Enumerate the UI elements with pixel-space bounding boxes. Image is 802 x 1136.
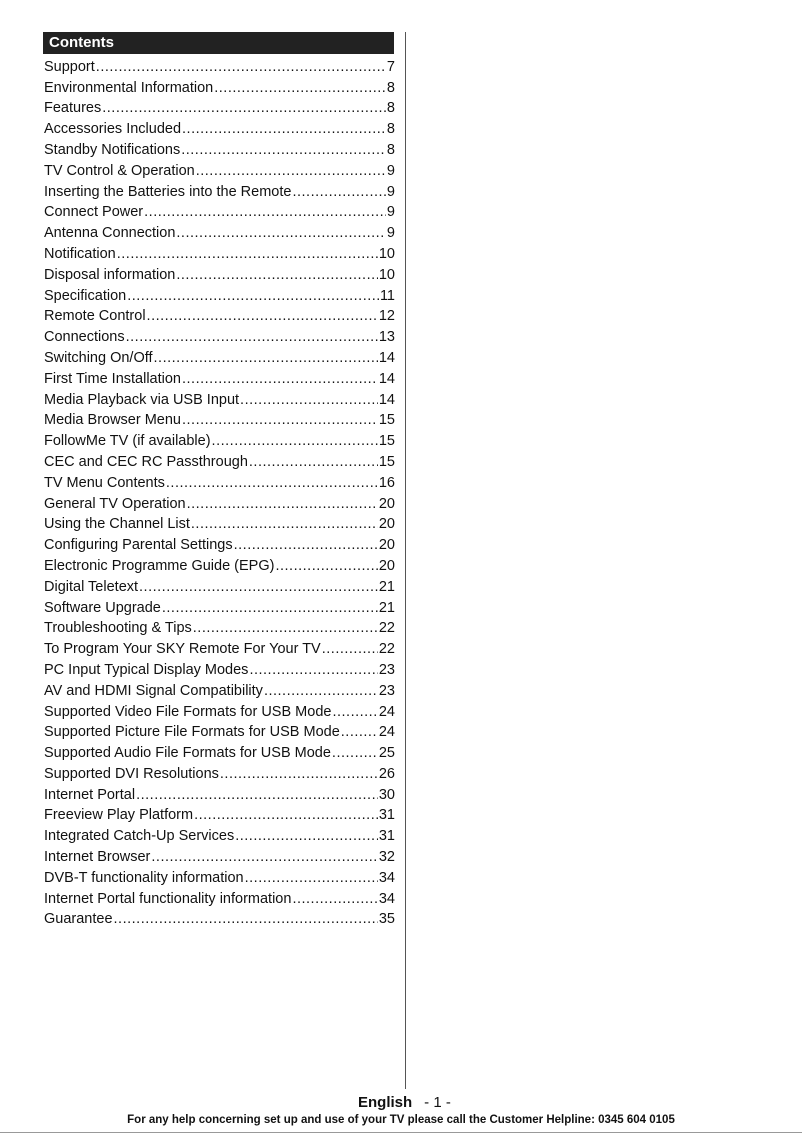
- toc-entry-page: 10: [378, 266, 395, 283]
- toc-entry-title: Standby Notifications: [44, 141, 181, 158]
- toc-leader-dots: [144, 203, 386, 221]
- toc-entry-title: To Program Your SKY Remote For Your TV: [44, 641, 321, 658]
- toc-entry-title: FollowMe TV (if available): [44, 433, 211, 450]
- toc-entry[interactable]: [44, 762, 395, 783]
- toc-leader-dots: [332, 744, 378, 762]
- toc-entry-page: 9: [386, 204, 395, 221]
- toc-leader-dots: [292, 183, 385, 201]
- toc-entry-title: Integrated Catch-Up Services: [44, 828, 235, 845]
- toc-entry[interactable]: [44, 242, 395, 263]
- toc-leader-dots: [234, 536, 378, 554]
- toc-entry-title: Accessories Included: [44, 121, 182, 138]
- toc-leader-dots: [182, 370, 378, 388]
- toc-entry-page: 13: [378, 329, 395, 346]
- toc-leader-dots: [187, 495, 378, 513]
- toc-entry-page: 8: [386, 100, 395, 117]
- toc-entry[interactable]: [44, 866, 395, 887]
- toc-entry-page: 15: [378, 433, 395, 450]
- toc-entry[interactable]: [44, 679, 395, 700]
- toc-leader-dots: [182, 411, 378, 429]
- toc-entry-title: Disposal information: [44, 266, 176, 283]
- toc-leader-dots: [176, 266, 377, 284]
- toc-entry-title: Environmental Information: [44, 79, 214, 96]
- contents-heading: Contents: [43, 32, 394, 54]
- toc-entry-title: Features: [44, 100, 102, 117]
- toc-leader-dots: [136, 786, 378, 804]
- toc-entry[interactable]: [44, 76, 395, 97]
- toc-entry[interactable]: [44, 783, 395, 804]
- toc-entry-page: 25: [378, 745, 395, 762]
- toc-entry-title: Remote Control: [44, 308, 146, 325]
- toc-entry-title: AV and HDMI Signal Compatibility: [44, 682, 263, 699]
- toc-entry-title: Notification: [44, 245, 116, 262]
- toc-entry-page: 22: [378, 620, 395, 637]
- toc-leader-dots: [181, 141, 386, 159]
- toc-entry-title: Electronic Programme Guide (EPG): [44, 557, 275, 574]
- toc-leader-dots: [96, 58, 386, 76]
- toc-leader-dots: [249, 453, 378, 471]
- page-footer: [358, 1094, 451, 1111]
- toc-entry-title: Using the Channel List: [44, 516, 190, 533]
- toc-entry-title: Software Upgrade: [44, 599, 161, 616]
- toc-entry[interactable]: [44, 221, 395, 242]
- toc-leader-dots: [139, 578, 378, 596]
- toc-entry-page: 20: [378, 557, 395, 574]
- toc-leader-dots: [117, 245, 378, 263]
- toc-leader-dots: [212, 432, 378, 450]
- toc-entry-page: 7: [386, 58, 395, 75]
- toc-entry-title: Troubleshooting & Tips: [44, 620, 192, 637]
- toc-entry[interactable]: [44, 367, 395, 388]
- toc-leader-dots: [193, 619, 378, 637]
- toc-leader-dots: [127, 287, 379, 305]
- toc-entry[interactable]: [44, 596, 395, 617]
- toc-entry-page: 11: [379, 287, 395, 304]
- toc-entry[interactable]: [44, 429, 395, 450]
- toc-leader-dots: [176, 224, 386, 242]
- toc-entry-page: 20: [378, 516, 395, 533]
- toc-entry[interactable]: [44, 721, 395, 742]
- toc-entry-page: 20: [378, 537, 395, 554]
- toc-entry-page: 8: [386, 79, 395, 96]
- toc-entry-page: 22: [378, 641, 395, 658]
- toc-entry[interactable]: [44, 55, 395, 76]
- toc-leader-dots: [249, 661, 377, 679]
- toc-entry[interactable]: [44, 305, 395, 326]
- toc-entry-page: 23: [378, 682, 395, 699]
- toc-entry-page: 20: [378, 495, 395, 512]
- toc-leader-dots: [220, 765, 378, 783]
- toc-entry-title: CEC and CEC RC Passthrough: [44, 453, 248, 470]
- toc-entry-title: Supported Video File Formats for USB Mode: [44, 703, 332, 720]
- toc-entry-title: Specification: [44, 287, 127, 304]
- toc-entry-page: 23: [378, 661, 395, 678]
- bottom-rule: [0, 1132, 802, 1133]
- toc-entry-page: 10: [378, 245, 395, 262]
- toc-entry-page: 26: [378, 765, 395, 782]
- toc-entry[interactable]: [44, 471, 395, 492]
- toc-entry-title: Connections: [44, 329, 125, 346]
- toc-leader-dots: [214, 79, 386, 97]
- toc-entry-title: Inserting the Batteries into the Remote: [44, 183, 292, 200]
- toc-leader-dots: [154, 349, 378, 367]
- toc-entry-page: 9: [386, 162, 395, 179]
- toc-leader-dots: [162, 599, 378, 617]
- toc-entry[interactable]: [44, 263, 395, 284]
- toc-entry-page: 31: [378, 807, 395, 824]
- toc-entry[interactable]: [44, 117, 395, 138]
- toc-entry-title: Digital Teletext: [44, 578, 139, 595]
- toc-entry-page: 34: [378, 869, 395, 886]
- table-of-contents: [44, 55, 395, 928]
- toc-leader-dots: [292, 890, 377, 908]
- toc-entry[interactable]: [44, 658, 395, 679]
- toc-entry-title: Supported Audio File Formats for USB Mode: [44, 745, 331, 762]
- toc-entry-page: 35: [378, 911, 395, 928]
- toc-entry[interactable]: [44, 533, 395, 554]
- toc-leader-dots: [126, 328, 378, 346]
- toc-entry-page: 14: [378, 349, 395, 366]
- toc-entry[interactable]: [44, 492, 395, 513]
- toc-entry-title: General TV Operation: [44, 495, 186, 512]
- footer-page-number: - 1 -: [424, 1094, 451, 1111]
- toc-entry[interactable]: [44, 409, 395, 430]
- toc-entry[interactable]: [44, 845, 395, 866]
- toc-entry-title: Media Playback via USB Input: [44, 391, 240, 408]
- toc-entry-title: Connect Power: [44, 204, 144, 221]
- toc-entry[interactable]: [44, 741, 395, 762]
- toc-entry-page: 15: [378, 412, 395, 429]
- toc-entry[interactable]: [44, 575, 395, 596]
- toc-entry-title: PC Input Typical Display Modes: [44, 661, 249, 678]
- toc-entry-page: 24: [378, 724, 395, 741]
- toc-leader-dots: [194, 806, 378, 824]
- toc-leader-dots: [341, 723, 378, 741]
- toc-entry[interactable]: [44, 201, 395, 222]
- toc-entry-page: 9: [386, 183, 395, 200]
- toc-leader-dots: [196, 162, 386, 180]
- toc-entry[interactable]: [44, 617, 395, 638]
- toc-entry-title: First Time Installation: [44, 370, 181, 387]
- toc-entry-title: TV Control & Operation: [44, 162, 195, 179]
- toc-leader-dots: [182, 120, 386, 138]
- toc-entry-page: 14: [378, 370, 395, 387]
- toc-leader-dots: [147, 307, 378, 325]
- toc-leader-dots: [235, 827, 378, 845]
- toc-entry[interactable]: [44, 450, 395, 471]
- toc-entry-page: 34: [378, 890, 395, 907]
- toc-entry-page: 32: [378, 849, 395, 866]
- toc-entry-page: 30: [378, 786, 395, 803]
- toc-entry-title: Switching On/Off: [44, 349, 153, 366]
- toc-entry-title: Internet Portal functionality information: [44, 890, 292, 907]
- toc-entry-page: 24: [378, 703, 395, 720]
- toc-leader-dots: [102, 99, 386, 117]
- toc-entry[interactable]: [44, 388, 395, 409]
- toc-entry[interactable]: [44, 284, 395, 305]
- toc-entry[interactable]: [44, 159, 395, 180]
- toc-leader-dots: [332, 703, 377, 721]
- toc-leader-dots: [166, 474, 378, 492]
- toc-entry[interactable]: [44, 824, 395, 845]
- toc-entry-page: 8: [386, 121, 395, 138]
- toc-entry-title: Media Browser Menu: [44, 412, 181, 429]
- toc-entry-title: TV Menu Contents: [44, 474, 165, 491]
- toc-entry[interactable]: [44, 325, 395, 346]
- toc-entry-title: Support: [44, 58, 95, 75]
- toc-entry[interactable]: [44, 138, 395, 159]
- footer-language: English: [358, 1094, 413, 1111]
- toc-leader-dots: [245, 869, 378, 887]
- toc-entry[interactable]: [44, 637, 395, 658]
- toc-entry[interactable]: [44, 180, 395, 201]
- toc-entry-page: 16: [378, 474, 395, 491]
- toc-leader-dots: [240, 391, 378, 409]
- toc-leader-dots: [322, 640, 378, 658]
- toc-entry[interactable]: [44, 700, 395, 721]
- toc-leader-dots: [151, 848, 377, 866]
- toc-entry-title: Guarantee: [44, 911, 113, 928]
- toc-entry[interactable]: [44, 513, 395, 534]
- toc-entry[interactable]: [44, 346, 395, 367]
- customer-helpline: For any help concerning set up and use of your TV please call the Customer Helpline: 0345 604 0105: [127, 1114, 675, 1126]
- toc-entry[interactable]: [44, 887, 395, 908]
- toc-entry-page: 31: [378, 828, 395, 845]
- toc-entry-title: Configuring Parental Settings: [44, 537, 233, 554]
- toc-entry-page: 15: [378, 453, 395, 470]
- toc-entry-title: Supported DVI Resolutions: [44, 765, 219, 782]
- toc-entry-title: Supported Picture File Formats for USB Mode: [44, 724, 340, 741]
- toc-leader-dots: [191, 515, 378, 533]
- toc-entry-title: Antenna Connection: [44, 225, 176, 242]
- toc-leader-dots: [114, 910, 378, 928]
- column-divider: [405, 32, 406, 1089]
- toc-entry[interactable]: [44, 97, 395, 118]
- toc-entry-page: 21: [378, 578, 395, 595]
- toc-entry-page: 14: [378, 391, 395, 408]
- toc-entry-page: 9: [386, 225, 395, 242]
- toc-entry-title: Internet Browser: [44, 849, 151, 866]
- toc-entry-title: DVB-T functionality information: [44, 869, 244, 886]
- toc-entry[interactable]: [44, 804, 395, 825]
- toc-leader-dots: [275, 557, 377, 575]
- toc-entry-page: 12: [378, 308, 395, 325]
- toc-entry[interactable]: [44, 554, 395, 575]
- toc-leader-dots: [264, 682, 378, 700]
- toc-entry-title: Internet Portal: [44, 786, 136, 803]
- toc-entry-page: 8: [386, 141, 395, 158]
- toc-entry-page: 21: [378, 599, 395, 616]
- toc-entry[interactable]: [44, 908, 395, 929]
- toc-entry-title: Freeview Play Platform: [44, 807, 194, 824]
